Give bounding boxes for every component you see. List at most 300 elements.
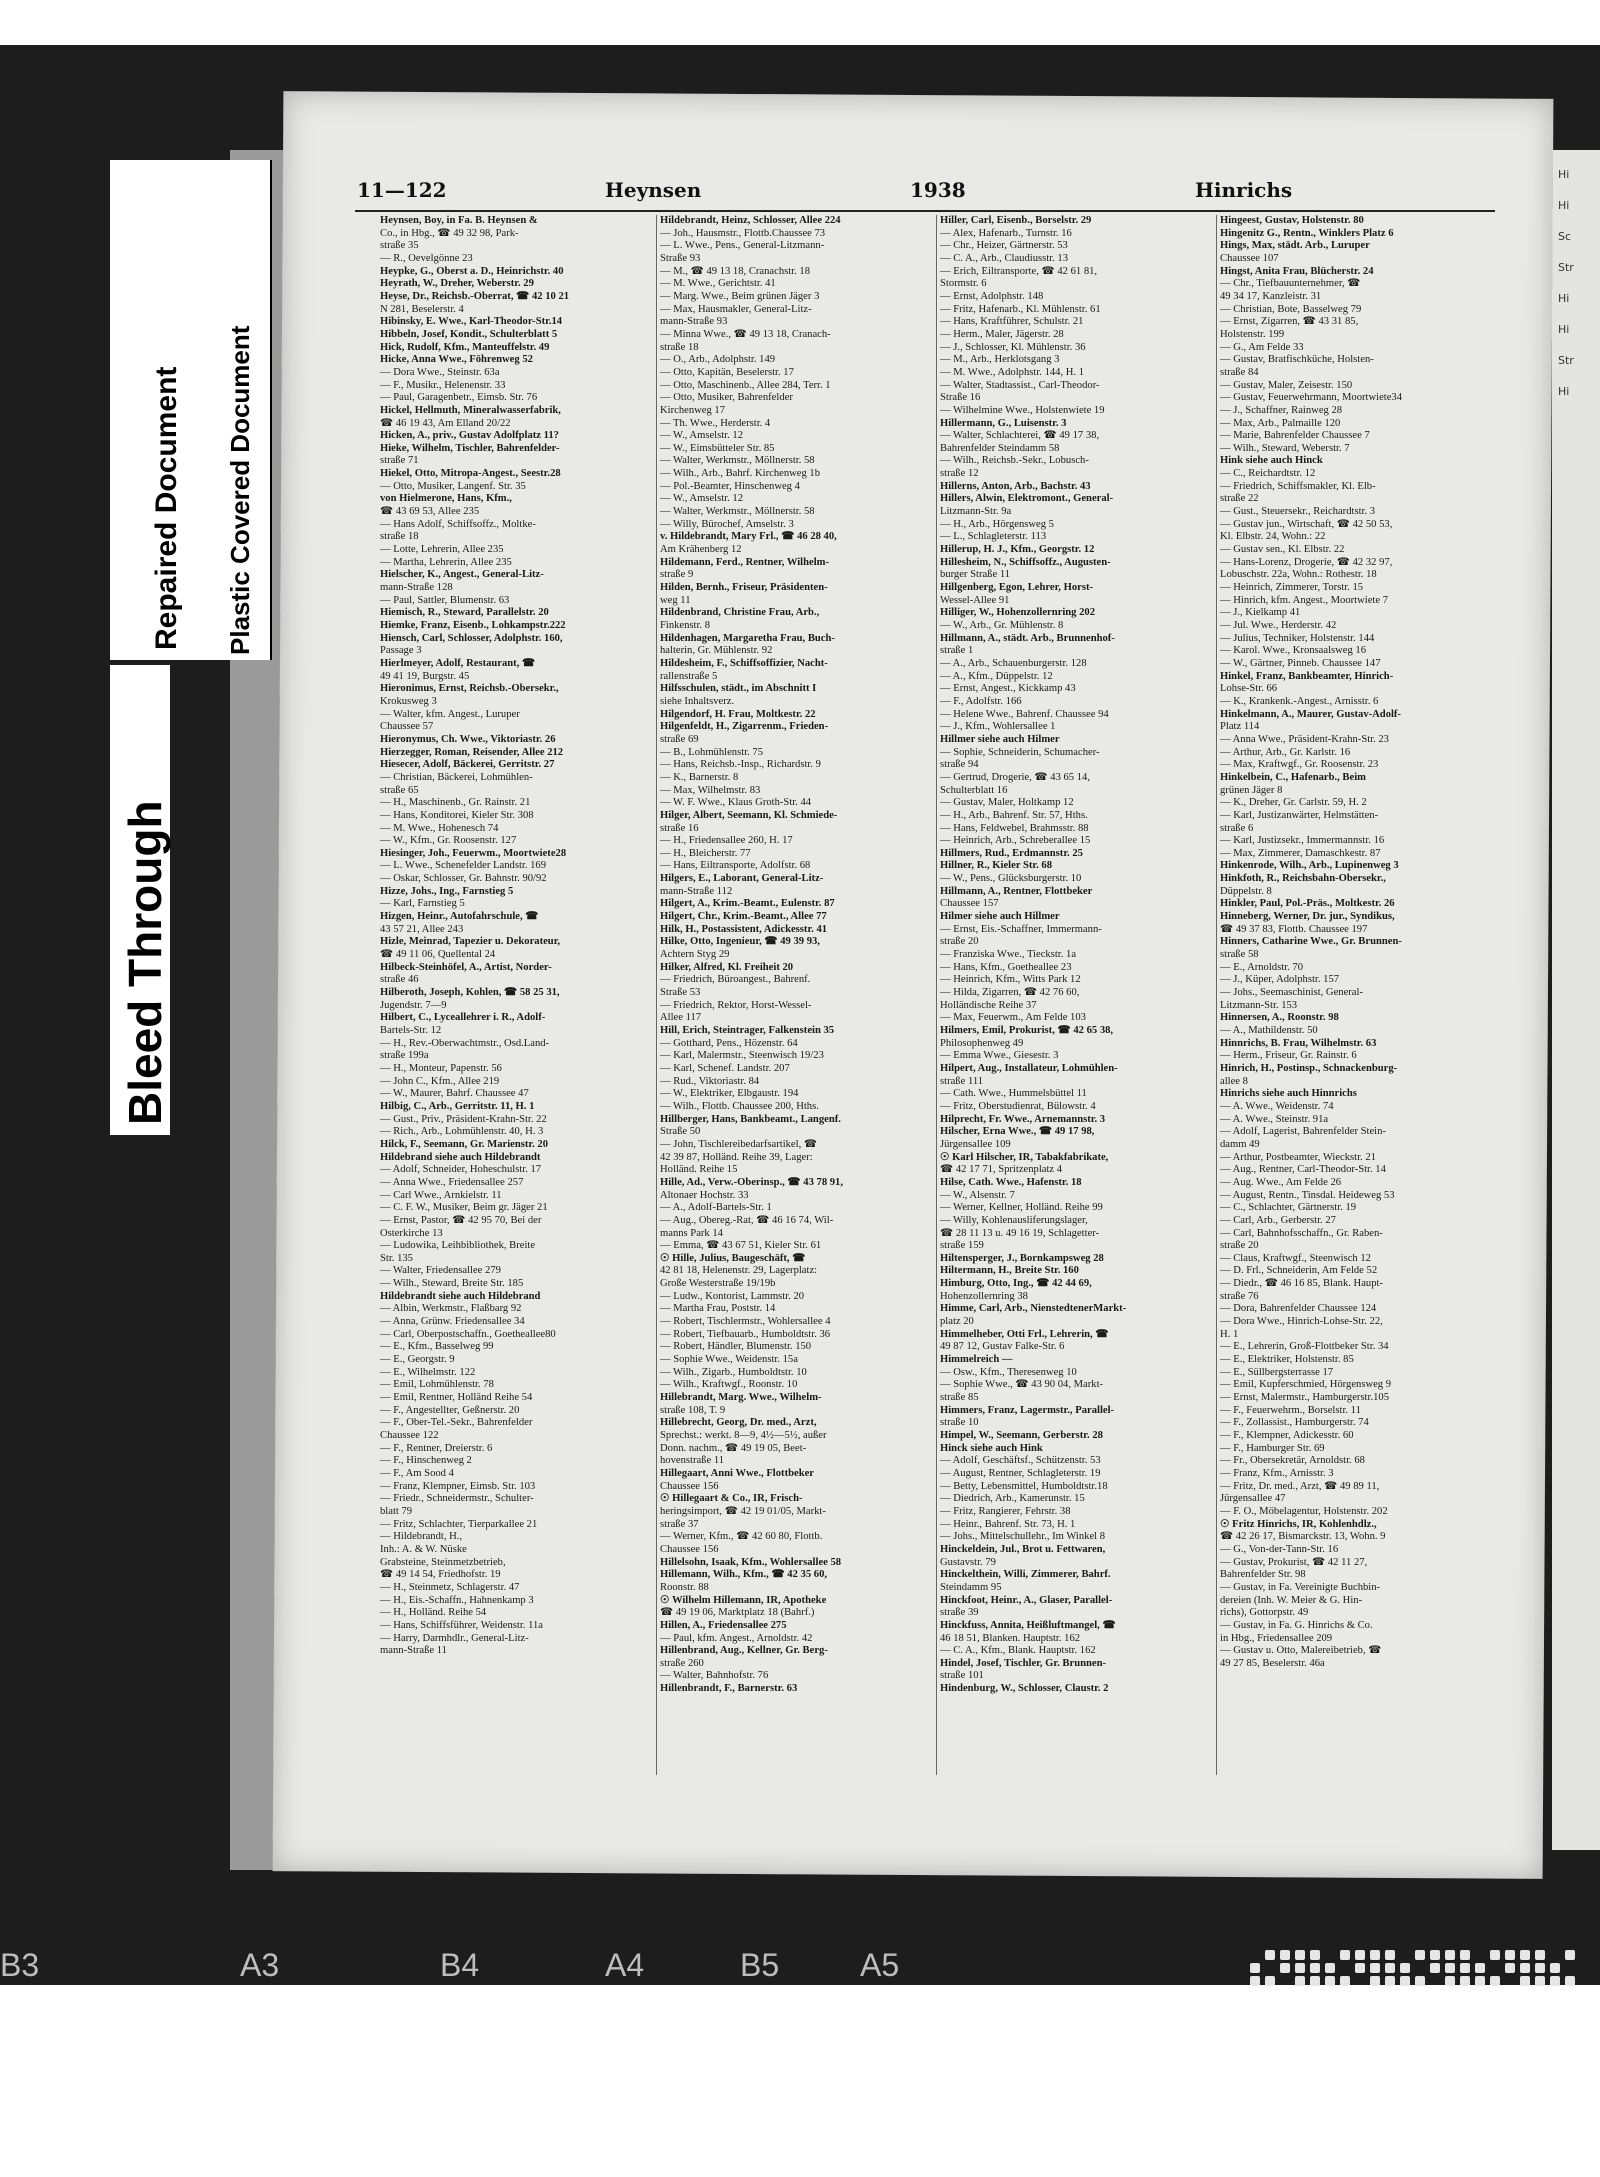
directory-entry: — Walter, Friedensallee 279 xyxy=(380,1265,501,1277)
directory-entry: Kirchenweg 17 xyxy=(660,404,726,416)
directory-entry: ☉ Fritz Hinrichs, IR, Kohlenhdlz., xyxy=(1220,1518,1377,1530)
directory-entry: — Max, Hausmakler, General-Litz- xyxy=(660,303,812,315)
directory-entry: — C. F. W., Musiker, Beim gr. Jäger 21 xyxy=(380,1202,548,1214)
directory-entry: — Walter, kfm. Angest., Luruper xyxy=(380,708,520,720)
directory-entry: 42 39 87, Holländ. Reihe 39, Lager: xyxy=(660,1151,813,1163)
directory-entry: ☉ Karl Hilscher, IR, Tabakfabrikate, xyxy=(940,1151,1109,1163)
ruler-dot xyxy=(1355,1950,1365,1960)
directory-entry: damm 49 xyxy=(1220,1138,1260,1150)
directory-entry: Hilberoth, Joseph, Kohlen, ☎ 58 25 31, xyxy=(380,987,560,999)
directory-entry: Hindel, Josef, Tischler, Gr. Brunnen- xyxy=(940,1657,1106,1669)
directory-entry: — L. Wwe., Schenefelder Landstr. 169 xyxy=(380,860,547,872)
plastic-label: Plastic Covered Document xyxy=(225,325,255,655)
directory-entry: — Max, Wilhelmstr. 83 xyxy=(660,784,761,796)
directory-entry: Hillesheim, N., Schiffsoffz., Augusten- xyxy=(940,556,1111,568)
directory-entry: v. Hildebrandt, Mary Frl., ☎ 46 28 40, xyxy=(660,531,837,543)
directory-entry: — Sophie Wwe., Weidenstr. 15a xyxy=(660,1354,798,1366)
directory-entry: Sprechst.: werkt. 8—9, 4½—5½, außer xyxy=(660,1430,827,1441)
directory-entry: — Hildebrandt, H., xyxy=(380,1531,463,1543)
ruler-dots xyxy=(1250,1950,1600,1990)
directory-entry: ☎ 28 11 13 u. 49 16 19, Schlagetter- xyxy=(940,1227,1100,1239)
directory-entry: — E., Elektriker, Holstenstr. 85 xyxy=(1220,1354,1354,1366)
directory-columns xyxy=(380,215,1490,1785)
directory-entry: Hillebrecht, Georg, Dr. med., Arzt, xyxy=(660,1417,817,1429)
directory-entry: — C. A., Kfm., Blank. Hauptstr. 162 xyxy=(940,1645,1096,1657)
page-number: 11—122 xyxy=(357,178,447,202)
directory-entry: — Anna Wwe., Präsident-Krahn-Str. 23 xyxy=(1220,733,1389,745)
directory-entry: — Lotte, Lehrerin, Allee 235 xyxy=(380,544,504,556)
directory-entry: — John, Tischlereibedarfsartikel, ☎ xyxy=(660,1138,818,1150)
directory-entry: Hieronymus, Ch. Wwe., Viktoriastr. 26 xyxy=(380,733,556,745)
ruler-dot xyxy=(1490,1976,1500,1986)
directory-entry: — Fritz, Oberstudienrat, Bülowstr. 4 xyxy=(940,1100,1096,1112)
directory-entry: — H., Eis.-Schaffn., Hahnenkamp 3 xyxy=(380,1594,534,1606)
directory-entry: straße 16 xyxy=(660,822,699,834)
directory-entry: Lobuschstr. 22a, Wohn.: Rothestr. 18 xyxy=(1220,569,1377,581)
directory-entry: straße 6 xyxy=(1220,822,1254,834)
directory-entry: — F., Am Sood 4 xyxy=(380,1467,454,1479)
directory-entry: — Diedrich, Arb., Kamerunstr. 15 xyxy=(940,1493,1085,1505)
adjacent-page-fragment: Hi xyxy=(1558,292,1570,305)
directory-entry: — Walter, Schlachterei, ☎ 49 17 38, xyxy=(940,430,1100,442)
directory-entry: straße 12 xyxy=(940,468,979,480)
directory-entry: — Ernst, Malermstr., Hamburgerstr.105 xyxy=(1220,1392,1389,1404)
directory-entry: — Fritz, Rangierer, Fehrstr. 38 xyxy=(940,1505,1071,1517)
directory-entry: — Rich., Arb., Lohmühlenstr. 40, H. 3 xyxy=(380,1126,544,1138)
directory-entry: — Christian, Bote, Basselweg 79 xyxy=(1220,303,1362,315)
directory-entry: straße 1 xyxy=(940,645,974,657)
directory-entry: Hildebrandt siehe auch Hildebrand xyxy=(380,1290,541,1302)
directory-entry: — Hans, Kraftführer, Schulstr. 21 xyxy=(940,316,1084,328)
ruler-dot xyxy=(1265,1976,1275,1986)
directory-entry: — Gustav, Bratfischküche, Holsten- xyxy=(1220,354,1374,366)
column-3 xyxy=(940,215,1212,1785)
directory-entry: ☎ 49 19 06, Marktplatz 18 (Bahrf.) xyxy=(660,1607,815,1619)
adjacent-page-fragment: Hi xyxy=(1558,168,1570,181)
directory-entry: blatt 79 xyxy=(380,1505,413,1517)
directory-entry: — H., Maschinenb., Gr. Rainstr. 21 xyxy=(380,797,531,809)
ruler-dot xyxy=(1265,1950,1275,1960)
directory-entry: — Franz, Kfm., Arnisstr. 3 xyxy=(1220,1467,1334,1479)
column-4 xyxy=(1220,215,1492,1785)
directory-entry: — Heinrich, Kfm., Witts Park 12 xyxy=(940,974,1081,986)
directory-entry: 46 18 51, Blanken. Hauptstr. 162 xyxy=(940,1632,1081,1644)
directory-entry: — Fritz, Schlachter, Tierparkallee 21 xyxy=(380,1518,538,1530)
directory-entry: Chaussee 107 xyxy=(1220,252,1279,264)
directory-entry: — Max, Arb., Palmaille 120 xyxy=(1220,417,1341,429)
adjacent-page-fragment: Hi xyxy=(1558,199,1570,212)
directory-entry: — Gustav, Prokurist, ☎ 42 11 27, xyxy=(1220,1556,1368,1568)
directory-entry: — H., Arb., Hörgensweg 5 xyxy=(940,518,1054,530)
directory-entry: — Paul, kfm. Angest., Arnoldstr. 42 xyxy=(660,1632,813,1644)
directory-entry: Bartels-Str. 12 xyxy=(380,1025,442,1036)
directory-entry: Finkenstr. 8 xyxy=(660,620,711,631)
directory-entry: Schulterblatt 16 xyxy=(940,784,1008,796)
directory-entry: — Christian, Bäckerei, Lohmühlen- xyxy=(380,771,533,783)
ruler-dot xyxy=(1445,1976,1455,1986)
directory-entry: — Emma, ☎ 43 67 51, Kieler Str. 61 xyxy=(660,1240,822,1252)
directory-entry: — F., Ober-Tel.-Sekr., Bahrenfelder xyxy=(380,1417,533,1429)
directory-entry: straße 260 xyxy=(660,1657,704,1669)
directory-entry: — Johs., Mittelschullehr., Im Winkel 8 xyxy=(940,1531,1106,1543)
directory-entry: Hillerup, H. J., Kfm., Georgstr. 12 xyxy=(940,544,1095,556)
directory-entry: — Fritz, Dr. med., Arzt, ☎ 49 89 11, xyxy=(1220,1480,1380,1492)
directory-entry: Hingeest, Gustav, Holstenstr. 80 xyxy=(1220,215,1364,226)
directory-entry: 49 87 12, Gustav Falke-Str. 6 xyxy=(940,1341,1065,1353)
directory-entry: — Emil, Kupferschmied, Hörgensweg 9 xyxy=(1220,1379,1392,1391)
directory-entry: straße 199a xyxy=(380,1050,429,1062)
directory-entry: — F., Zollassist., Hamburgerstr. 74 xyxy=(1220,1417,1369,1429)
directory-entry: — Hans, Konditorei, Kieler Str. 308 xyxy=(380,809,534,821)
ruler-dot xyxy=(1250,1976,1260,1986)
directory-entry: — F., Musikr., Helenenstr. 33 xyxy=(380,379,506,391)
directory-entry: — W., Eimsbütteler Str. 85 xyxy=(660,442,775,454)
directory-entry: — Dora Wwe., Steinstr. 63a xyxy=(380,366,500,378)
directory-entry: — C., Schlachter, Gärtnerstr. 19 xyxy=(1220,1202,1357,1214)
directory-entry: — Adolf, Lagerist, Bahrenfelder Stein- xyxy=(1220,1126,1386,1138)
ruler-dot xyxy=(1535,1950,1545,1960)
directory-entry: — K., Krankenk.-Angest., Arnisstr. 6 xyxy=(1220,695,1379,707)
column-divider xyxy=(1216,215,1217,1775)
directory-entry: Hilbeck-Steinhöfel, A., Artist, Norder- xyxy=(380,961,552,973)
directory-entry: — Claus, Kraftwgf., Steenwisch 12 xyxy=(1220,1252,1371,1264)
directory-entry: Kl. Elbstr. 24, Wohn.: 22 xyxy=(1220,531,1326,543)
ruler-dot xyxy=(1385,1950,1395,1960)
directory-entry: straße 39 xyxy=(940,1607,979,1619)
directory-entry: Hink siehe auch Hinck xyxy=(1220,455,1323,467)
directory-entry: Allee 117 xyxy=(660,1012,702,1024)
directory-entry: Hillgenberg, Egon, Lehrer, Horst- xyxy=(940,582,1094,594)
ruler-dot xyxy=(1310,1950,1320,1960)
directory-entry: ☎ 49 37 83, Flottb. Chaussee 197 xyxy=(1220,923,1368,935)
directory-entry: — A., Kfm., Düppelstr. 12 xyxy=(940,670,1053,682)
ruler-dot xyxy=(1295,1950,1305,1960)
directory-entry: Hilfsschulen, städt., im Abschnitt I xyxy=(660,683,817,695)
ruler-dot xyxy=(1280,1963,1290,1973)
directory-entry: — Marg. Wwe., Beim grünen Jäger 3 xyxy=(660,290,820,302)
directory-entry: — F., Hinschenweg 2 xyxy=(380,1455,472,1467)
adjacent-page-strip xyxy=(1552,150,1600,1850)
directory-entry: — Wilh., Reichsb.-Sekr., Lobusch- xyxy=(940,455,1089,467)
directory-entry: — A., Adolf-Bartels-Str. 1 xyxy=(660,1202,772,1214)
directory-entry: Große Westerstraße 19/19b xyxy=(660,1278,776,1290)
directory-entry: — Robert, Tiefbauarb., Humboldtstr. 36 xyxy=(660,1328,831,1340)
directory-entry: Hilse, Cath. Wwe., Hafenstr. 18 xyxy=(940,1176,1082,1188)
directory-entry: — Cath. Wwe., Hummelsbüttel 11 xyxy=(940,1088,1087,1100)
directory-entry: Hilgert, A., Krim.-Beamt., Eulenstr. 87 xyxy=(660,898,835,910)
header-rule xyxy=(355,210,1495,212)
directory-entry: — Anna Wwe., Friedensallee 257 xyxy=(380,1176,524,1188)
directory-entry: straße 20 xyxy=(1220,1240,1259,1252)
directory-entry: — Betty, Lebensmittel, Humboldtstr.18 xyxy=(940,1480,1108,1492)
directory-entry: Hinckeldein, Jul., Brot u. Fettwaren, xyxy=(940,1543,1106,1555)
directory-entry: — Hans, Eiltransporte, Adolfstr. 68 xyxy=(660,860,811,872)
ruler-label: A4 xyxy=(605,1947,645,1983)
directory-entry: — Aug., Obereg.-Rat, ☎ 46 16 74, Wil- xyxy=(660,1214,834,1226)
directory-entry: Hinnrichs, B. Frau, Wilhelmstr. 63 xyxy=(1220,1037,1377,1049)
directory-entry: Hillen, A., Friedensallee 275 xyxy=(660,1619,787,1631)
directory-entry: Hiller, Carl, Eisenb., Borselstr. 29 xyxy=(940,215,1092,226)
ruler-dot xyxy=(1445,1963,1455,1973)
directory-entry: ☉ Hille, Julius, Baugeschäft, ☎ xyxy=(660,1252,806,1264)
directory-entry: straße 35 xyxy=(380,240,419,252)
directory-entry: Hillmann, A., Rentner, Flottbeker xyxy=(940,885,1093,897)
directory-entry: Hingst, Anita Frau, Blücherstr. 24 xyxy=(1220,265,1374,277)
directory-entry: — E., Arnoldstr. 70 xyxy=(1220,961,1303,973)
directory-entry: — Ernst, Angest., Kickkamp 43 xyxy=(940,683,1076,695)
directory-entry: Hillemann, Wilh., Kfm., ☎ 42 35 60, xyxy=(660,1569,828,1581)
directory-entry: mann-Straße 11 xyxy=(380,1645,447,1657)
directory-entry: — John C., Kfm., Allee 219 xyxy=(380,1075,500,1087)
adjacent-page-fragment: Hi xyxy=(1558,323,1570,336)
directory-entry: — Harry, Darmhdlr., General-Litz- xyxy=(380,1632,529,1644)
ruler-dot xyxy=(1295,1963,1305,1973)
directory-entry: — Gust., Priv., Präsident-Krahn-Str. 22 xyxy=(380,1113,547,1125)
directory-entry: — Robert, Tischlermstr., Wohlersallee 4 xyxy=(660,1316,831,1328)
directory-entry: Hille, Ad., Verw.-Oberinsp., ☎ 43 78 91, xyxy=(660,1176,844,1188)
directory-entry: — Friedrich, Schiffsmakler, Kl. Elb- xyxy=(1220,480,1376,492)
directory-entry: Hierzegger, Roman, Reisender, Allee 212 xyxy=(380,746,564,758)
directory-entry: Hillmann, A., städt. Arb., Brunnenhof- xyxy=(940,632,1115,644)
ruler-dot xyxy=(1505,1963,1515,1973)
directory-entry: Hinnersen, A., Roonstr. 98 xyxy=(1220,1012,1339,1024)
directory-entry: straße 18 xyxy=(380,531,419,543)
directory-entry: — Julius, Techniker, Holstenstr. 144 xyxy=(1220,632,1375,644)
directory-entry: — Marie, Bahrenfelder Chaussee 7 xyxy=(1220,430,1370,442)
directory-entry: Hiltermann, H., Breite Str. 160 xyxy=(940,1265,1079,1277)
directory-entry: Heyrath, W., Dreher, Weberstr. 29 xyxy=(380,278,534,290)
directory-entry: — Hans Adolf, Schiffsoffz., Moltke- xyxy=(380,518,536,530)
directory-entry: — Albin, Werkmstr., Flaßbarg 92 xyxy=(380,1303,522,1315)
ruler-dot xyxy=(1370,1976,1380,1986)
directory-entry: straße 22 xyxy=(1220,493,1259,505)
directory-entry: — Chr., Heizer, Gärtnerstr. 53 xyxy=(940,240,1068,252)
ruler-dot xyxy=(1250,1963,1260,1973)
directory-entry: Heynsen, Boy, in Fa. B. Heynsen & xyxy=(380,215,538,226)
directory-entry: — H., Rev.-Oberwachtmstr., Osd.Land- xyxy=(380,1037,550,1049)
directory-entry: Düppelstr. 8 xyxy=(1220,885,1272,897)
directory-entry: — J., Schaffner, Rainweg 28 xyxy=(1220,404,1343,416)
directory-entry: — H., Holländ. Reihe 54 xyxy=(380,1607,487,1619)
directory-entry: — Hans-Lorenz, Drogerie, ☎ 42 32 97, xyxy=(1220,556,1393,568)
directory-entry: Chaussee 122 xyxy=(380,1430,439,1441)
directory-entry: Hindenburg, W., Schlosser, Claustr. 2 xyxy=(940,1683,1109,1695)
adjacent-page-fragment: Str xyxy=(1558,261,1574,274)
directory-entry: — Heinr., Bahrenf. Str. 73, H. 1 xyxy=(940,1518,1076,1530)
directory-entry: ☎ 42 26 17, Bismarckstr. 13, Wohn. 9 xyxy=(1220,1531,1386,1543)
directory-entry: Hilker, Alfred, Kl. Freiheit 20 xyxy=(660,961,794,973)
directory-entry: — Wilh., Flottb. Chaussee 200, Hths. xyxy=(660,1100,819,1112)
directory-entry: Hilger, Albert, Seemann, Kl. Schmiede- xyxy=(660,809,838,821)
directory-entry: — E., Kfm., Basselweg 99 xyxy=(380,1341,494,1353)
directory-entry: — M., Arb., Herklotsgang 3 xyxy=(940,354,1060,366)
directory-entry: grünen Jäger 8 xyxy=(1220,784,1283,796)
directory-entry: Hildenbrand, Christine Frau, Arb., xyxy=(660,607,820,619)
directory-entry: — Osw., Kfm., Theresenweg 10 xyxy=(940,1366,1077,1378)
directory-entry: — Wilh., Kraftwgf., Roonstr. 10 xyxy=(660,1379,798,1391)
directory-entry: — Friedrich, Rektor, Horst-Wessel- xyxy=(660,999,812,1011)
directory-entry: — Aug. Wwe., Am Felde 26 xyxy=(1220,1176,1342,1188)
directory-entry: — Paul, Sattler, Blumenstr. 63 xyxy=(380,594,510,606)
directory-entry: Himmelheber, Otti Frl., Lehrerin, ☎ xyxy=(940,1328,1109,1340)
directory-entry: — M., ☎ 49 13 18, Cranachstr. 18 xyxy=(660,265,811,277)
ruler-dot xyxy=(1460,1963,1470,1973)
ruler-label: B5 xyxy=(740,1947,780,1983)
directory-entry: Hiemke, Franz, Eisenb., Lohkampstr.222 xyxy=(380,620,566,631)
directory-entry: — Willy, Kohlenausliferungslager, xyxy=(940,1214,1088,1226)
directory-entry: — C., Reichardtstr. 12 xyxy=(1220,468,1316,480)
directory-entry: — Otto, Musiker, Bahrenfelder xyxy=(660,392,793,404)
directory-entry: Hinkenrode, Wilh., Arb., Lupinenweg 3 xyxy=(1220,860,1399,872)
directory-entry: — Karol. Wwe., Kronsaalsweg 16 xyxy=(1220,645,1367,657)
directory-entry: — Ernst, Eis.-Schaffner, Immermann- xyxy=(940,923,1102,935)
column-divider xyxy=(936,215,937,1775)
directory-entry: Holländische Reihe 37 xyxy=(940,999,1037,1011)
directory-entry: Straße 50 xyxy=(660,1126,701,1138)
directory-entry: straße 108, T. 9 xyxy=(660,1404,726,1416)
ruler-dot xyxy=(1400,1963,1410,1973)
directory-entry: Gustavstr. 79 xyxy=(940,1556,996,1568)
directory-entry: — Wilh., Steward, Weberstr. 7 xyxy=(1220,442,1350,454)
directory-entry: — E., Georgstr. 9 xyxy=(380,1354,455,1366)
directory-entry: — Helene Wwe., Bahrenf. Chaussee 94 xyxy=(940,708,1109,720)
directory-entry: — Hans, Reichsb.-Insp., Richardstr. 9 xyxy=(660,759,821,771)
directory-entry: Hinkelmann, A., Maurer, Gustav-Adolf- xyxy=(1220,708,1401,720)
directory-entry: 49 27 85, Beselerstr. 46a xyxy=(1220,1657,1325,1669)
directory-entry: straße 85 xyxy=(940,1392,979,1404)
directory-entry: Hilscher, Erna Wwe., ☎ 49 17 98, xyxy=(940,1126,1095,1138)
directory-entry: hovenstraße 11 xyxy=(660,1455,725,1467)
directory-entry: straße 58 xyxy=(1220,949,1259,961)
directory-entry: Hizle, Meinrad, Tapezier u. Dekorateur, xyxy=(380,936,561,948)
directory-entry: straße 46 xyxy=(380,974,419,986)
column-2 xyxy=(660,215,932,1785)
ruler-dot xyxy=(1370,1963,1380,1973)
directory-entry: Hinckfuss, Annita, Heißluftmangel, ☎ xyxy=(940,1619,1116,1631)
directory-entry: Hinkfoth, R., Reichsbahn-Obersekr., xyxy=(1220,873,1386,885)
directory-entry: dereien (Inh. W. Meier & G. Hin- xyxy=(1220,1594,1363,1606)
directory-entry: — F. O., Möbelagentur, Holstenstr. 202 xyxy=(1220,1505,1388,1517)
directory-entry: — W., Amselstr. 12 xyxy=(660,430,743,442)
directory-entry: Hillegaart, Anni Wwe., Flottbeker xyxy=(660,1467,814,1479)
directory-entry: Hiekel, Otto, Mitropa-Angest., Seestr.28 xyxy=(380,468,561,480)
directory-entry: Osterkirche 13 xyxy=(380,1227,443,1239)
directory-entry: — Otto, Kapitän, Beselerstr. 17 xyxy=(660,366,794,378)
directory-entry: — Otto, Maschinenb., Allee 284, Terr. 1 xyxy=(660,379,831,391)
directory-entry: Hilgendorf, H. Frau, Moltkestr. 22 xyxy=(660,708,816,720)
directory-entry: Hielscher, K., Angest., General-Litz- xyxy=(380,569,544,581)
ruler-dot xyxy=(1325,1963,1335,1973)
ruler-dot xyxy=(1520,1950,1530,1960)
directory-entry: — Gustav u. Otto, Malereibetrieb, ☎ xyxy=(1220,1645,1382,1657)
directory-entry: — Hinrich, kfm. Angest., Moortwiete 7 xyxy=(1220,594,1389,606)
directory-entry: — Walter, Stadtassist., Carl-Theodor- xyxy=(940,379,1100,391)
directory-entry: Hierlmeyer, Adolf, Restaurant, ☎ xyxy=(380,657,536,669)
directory-entry: — Hilda, Zigarren, ☎ 42 76 60, xyxy=(940,987,1080,999)
directory-entry: — Carl, Oberpostschaffn., Goetheallee80 xyxy=(380,1328,556,1340)
directory-entry: straße 94 xyxy=(940,759,979,771)
directory-entry: — M. Wwe., Adolphstr. 144, H. 1 xyxy=(940,366,1084,378)
ruler-dot xyxy=(1445,1950,1455,1960)
directory-entry: — Dora, Bahrenfelder Chaussee 124 xyxy=(1220,1303,1377,1315)
directory-entry: — Hans, Feldwebel, Brahmsstr. 88 xyxy=(940,822,1089,834)
directory-entry: — Paul, Garagenbetr., Eimsb. Str. 76 xyxy=(380,392,538,404)
directory-entry: — M. Wwe., Hohenesch 74 xyxy=(380,822,499,834)
directory-entry: Hillner, R., Kieler Str. 68 xyxy=(940,860,1053,872)
directory-entry: — Herm., Maler, Jägerstr. 28 xyxy=(940,328,1064,340)
directory-entry: Hinners, Catharine Wwe., Gr. Brunnen- xyxy=(1220,936,1402,948)
directory-entry: Hilgert, Chr., Krim.-Beamt., Allee 77 xyxy=(660,911,827,923)
directory-entry: — Werner, Kfm., ☎ 42 60 80, Flottb. xyxy=(660,1531,823,1543)
directory-entry: — Max, Feuerwm., Am Felde 103 xyxy=(940,1012,1086,1024)
directory-entry: — Karl, Justizanwärter, Helmstätten- xyxy=(1220,809,1379,821)
directory-entry: — Carl, Bahnhofsschaffn., Gr. Raben- xyxy=(1220,1227,1383,1239)
directory-entry: Hildesheim, F., Schiffsoffizier, Nacht- xyxy=(660,657,828,669)
directory-entry: Altonaer Hochstr. 33 xyxy=(660,1189,749,1201)
directory-entry: — Hans, Schiffsführer, Weidenstr. 11a xyxy=(380,1619,543,1631)
ruler-dot xyxy=(1565,1950,1575,1960)
directory-entry: Chaussee 57 xyxy=(380,721,434,733)
ruler-dot xyxy=(1385,1963,1395,1973)
directory-entry: — Heinrich, Zimmerer, Torstr. 15 xyxy=(1220,582,1364,594)
directory-entry: Straße 53 xyxy=(660,987,701,999)
ruler-dot xyxy=(1430,1950,1440,1960)
ruler-dot xyxy=(1385,1976,1395,1986)
ruler-label: B4 xyxy=(440,1947,480,1983)
directory-entry: — Fritz, Hafenarb., Kl. Mühlenstr. 61 xyxy=(940,303,1101,315)
ruler-label: A5 xyxy=(860,1947,900,1983)
directory-entry: Hilliger, W., Hohenzollernring 202 xyxy=(940,607,1095,619)
directory-entry: — August, Rentner, Schlagleterstr. 19 xyxy=(940,1467,1101,1479)
directory-entry: Straße 16 xyxy=(940,392,981,404)
page-header xyxy=(355,178,1505,208)
directory-entry: Chaussee 157 xyxy=(940,898,999,910)
directory-entry: — Willy, Bürochef, Amselstr. 3 xyxy=(660,518,794,530)
directory-entry: rallenstraße 5 xyxy=(660,670,718,682)
directory-entry: — Carl, Arb., Gerberstr. 27 xyxy=(1220,1214,1336,1226)
directory-entry: — Gustav, Maler, Zeisestr. 150 xyxy=(1220,379,1353,391)
directory-entry: — Gustav sen., Kl. Elbstr. 22 xyxy=(1220,544,1345,556)
ruler-dot xyxy=(1520,1976,1530,1986)
directory-entry: — Alex, Hafenarb., Turnstr. 16 xyxy=(940,227,1072,239)
repaired-label: Repaired Document xyxy=(150,366,183,650)
ruler-dot xyxy=(1340,1950,1350,1960)
directory-entry: ☎ 46 19 43, Am Elland 20/22 xyxy=(380,417,511,429)
directory-entry: Krokusweg 3 xyxy=(380,695,437,707)
directory-entry: — Rud., Viktoriastr. 84 xyxy=(660,1075,760,1087)
ruler-dot xyxy=(1565,1976,1575,1986)
directory-entry: — Wilhelmine Wwe., Holstenwiete 19 xyxy=(940,404,1105,416)
directory-entry: mann-Straße 112 xyxy=(660,885,733,897)
directory-entry: Holstenstr. 199 xyxy=(1220,328,1285,340)
directory-entry: — B., Lohmühlenstr. 75 xyxy=(660,746,763,758)
adjacent-page-fragment: Sc xyxy=(1558,230,1572,243)
directory-entry: — Emma Wwe., Giesestr. 3 xyxy=(940,1050,1059,1062)
directory-entry: Hieronimus, Ernst, Reichsb.-Obersekr., xyxy=(380,683,559,695)
directory-entry: Hizgen, Heinr., Autofahrschule, ☎ xyxy=(380,911,539,923)
directory-entry: — Arthur, Arb., Gr. Karlstr. 16 xyxy=(1220,746,1351,758)
directory-entry: straße 10 xyxy=(940,1417,979,1429)
directory-entry: straße 71 xyxy=(380,455,419,467)
directory-entry: ☉ Hillegaart & Co., IR, Frisch- xyxy=(660,1493,803,1505)
directory-entry: — Aug., Rentner, Carl-Theodor-Str. 14 xyxy=(1220,1164,1386,1176)
directory-entry: Hillenbrand, Aug., Kellner, Gr. Berg- xyxy=(660,1645,828,1657)
ruler-dot xyxy=(1370,1950,1380,1960)
directory-entry: straße 76 xyxy=(1220,1290,1259,1302)
ruler-dot xyxy=(1415,1976,1425,1986)
directory-entry: — Martha Frau, Poststr. 14 xyxy=(660,1303,776,1315)
directory-entry: Hillberger, Hans, Bankbeamt., Langenf. xyxy=(660,1113,841,1125)
